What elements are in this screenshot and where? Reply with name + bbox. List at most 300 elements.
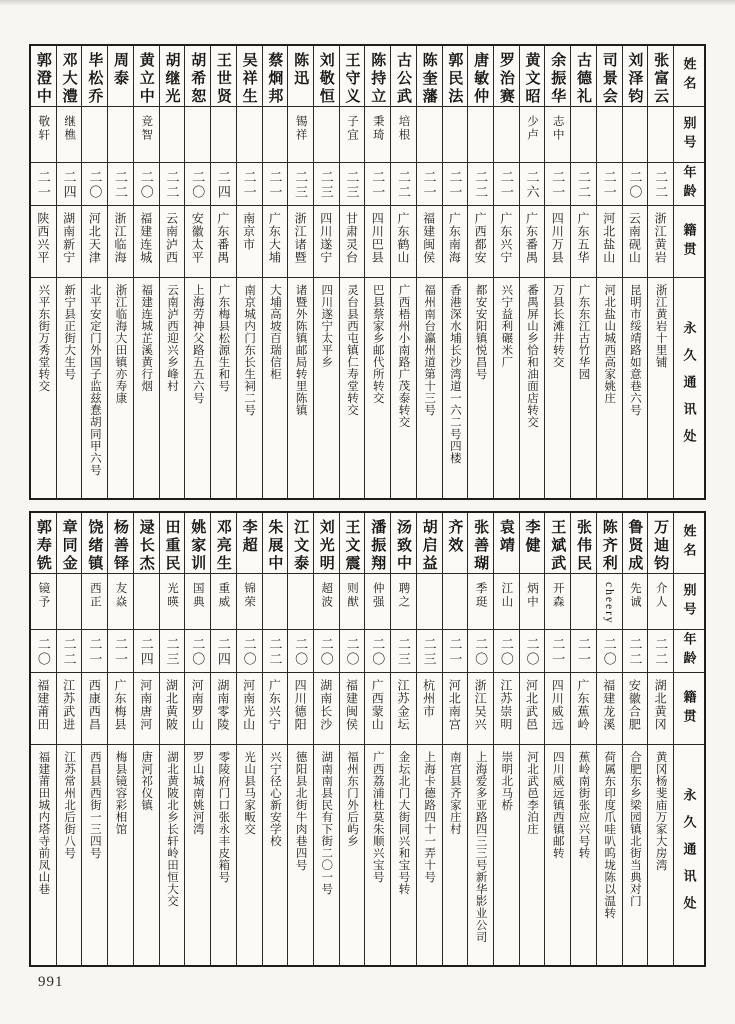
person-native-place: 广西蒙山 <box>370 679 385 731</box>
person-column <box>519 513 545 965</box>
person-age: 二三 <box>344 170 360 200</box>
header-label-native: 籍贯 <box>681 689 697 728</box>
person-native-place: 河北武邑 <box>524 679 539 731</box>
alias-cell <box>134 574 159 630</box>
address-cell <box>443 745 468 965</box>
native-cell <box>237 673 262 745</box>
person-column <box>81 513 107 965</box>
person-age: 二〇 <box>190 170 206 200</box>
person-name: 江文泰 <box>292 519 309 573</box>
alias-cell <box>108 574 133 630</box>
address-cell <box>648 278 673 498</box>
person-name: 毕松乔 <box>86 52 103 106</box>
person-name: 饶绪镇 <box>86 519 103 573</box>
age-cell <box>623 163 648 206</box>
person-address: 浙江临海大田镇亦寿康 <box>114 284 127 404</box>
address-cell <box>185 745 210 965</box>
alias-cell <box>82 574 107 630</box>
address-cell <box>571 278 596 498</box>
age-cell <box>520 163 545 206</box>
person-age: 二二 <box>653 637 669 667</box>
person-alias: 秉琦 <box>371 115 384 142</box>
person-address: 万县长滩井转交 <box>551 284 564 368</box>
alias-cell <box>237 574 262 630</box>
person-column <box>544 513 570 965</box>
age-cell <box>571 163 596 206</box>
alias-cell <box>545 107 570 163</box>
person-alias: 聘之 <box>397 582 410 609</box>
person-column <box>133 513 159 965</box>
alias-cell <box>468 574 493 630</box>
person-column <box>364 46 390 498</box>
alias-cell <box>160 107 185 163</box>
native-cell <box>263 206 288 278</box>
native-cell <box>134 673 159 745</box>
person-column <box>390 513 416 965</box>
person-age: 二一 <box>113 637 129 667</box>
person-column <box>287 46 313 498</box>
person-address: 金坛北门大街同兴和宝号转 <box>397 751 410 895</box>
person-age: 二一 <box>421 170 437 200</box>
person-native-place: 四川德阳 <box>293 679 308 731</box>
alias-cell <box>597 107 622 163</box>
native-cell <box>571 673 596 745</box>
alias-cell <box>340 574 365 630</box>
age-cell <box>365 630 390 673</box>
name-cell <box>417 513 442 574</box>
person-name: 潘振翔 <box>369 519 386 573</box>
person-address: 梅县镜容彩相馆 <box>114 751 127 835</box>
age-cell <box>597 163 622 206</box>
age-cell <box>365 163 390 206</box>
person-native-place: 杭州市 <box>421 679 436 718</box>
person-column <box>313 513 339 965</box>
header-cell-native <box>674 673 704 745</box>
alias-cell <box>211 574 236 630</box>
person-native-place: 广东番禺 <box>524 212 539 264</box>
age-cell <box>237 630 262 673</box>
native-cell <box>185 673 210 745</box>
native-cell <box>365 673 390 745</box>
native-cell <box>648 206 673 278</box>
person-alias: 仲强 <box>371 582 384 609</box>
person-age: 二〇 <box>293 637 309 667</box>
person-native-place: 四川巴县 <box>370 212 385 264</box>
person-name: 刘敬恒 <box>317 52 334 106</box>
address-cell <box>263 745 288 965</box>
person-column <box>107 513 133 965</box>
person-column <box>416 513 442 965</box>
person-name: 邓大澧 <box>60 52 77 106</box>
native-cell <box>468 206 493 278</box>
address-cell <box>365 278 390 498</box>
address-cell <box>108 745 133 965</box>
person-name: 吴祥生 <box>240 52 257 106</box>
header-cell-alias <box>674 107 704 163</box>
header-cell-alias <box>674 574 704 630</box>
person-address: 上海劳神父路五五六号 <box>191 284 204 404</box>
person-alias: 继樵 <box>63 115 76 142</box>
person-alias: 超波 <box>320 582 333 609</box>
name-cell <box>365 513 390 574</box>
native-cell <box>211 206 236 278</box>
person-age: 二〇 <box>87 170 103 200</box>
age-cell <box>134 163 159 206</box>
person-age: 二〇 <box>498 637 514 667</box>
person-address: 福州东门外后屿乡 <box>346 751 359 847</box>
person-name: 黄文昭 <box>523 52 540 106</box>
person-address: 上海卡德路四十一弄十号 <box>423 751 436 883</box>
person-address: 广东东江古竹华园 <box>577 284 590 380</box>
native-cell <box>623 206 648 278</box>
person-column <box>467 46 493 498</box>
person-column <box>210 513 236 965</box>
person-name: 古德礼 <box>574 52 591 106</box>
name-cell <box>597 46 622 107</box>
person-column <box>56 46 82 498</box>
person-column <box>159 46 185 498</box>
age-cell <box>443 163 468 206</box>
person-alias: 江山 <box>500 582 513 609</box>
address-cell <box>57 745 82 965</box>
person-alias: 少卢 <box>526 115 539 142</box>
person-address: 兴宁径心新安学校 <box>268 751 281 847</box>
address-cell <box>468 278 493 498</box>
name-cell <box>288 46 313 107</box>
alias-cell <box>494 107 519 163</box>
name-cell <box>185 46 210 107</box>
person-age: 二〇 <box>524 637 540 667</box>
person-age: 二一 <box>575 637 591 667</box>
person-name: 杨善铎 <box>112 519 129 573</box>
name-cell <box>211 513 236 574</box>
header-cell-age <box>674 163 704 206</box>
person-column <box>236 513 262 965</box>
person-column <box>467 513 493 965</box>
person-column <box>31 513 56 965</box>
person-address: 崇明北马桥 <box>500 751 513 811</box>
native-cell <box>417 206 442 278</box>
address-cell <box>648 745 673 965</box>
address-cell <box>288 278 313 498</box>
alias-cell <box>108 107 133 163</box>
person-native-place: 福建龙溪 <box>601 679 616 731</box>
native-cell <box>57 673 82 745</box>
person-native-place: 福建连城 <box>138 212 153 264</box>
alias-cell <box>160 574 185 630</box>
name-cell <box>314 46 339 107</box>
age-cell <box>494 163 519 206</box>
person-address: 云南泸西迎兴乡峰村 <box>165 284 178 392</box>
person-address: 湖南南县民有下街二〇一号 <box>320 751 333 895</box>
person-address: 大埔高坡百瑞信柜 <box>268 284 281 380</box>
header-label-alias: 别号 <box>681 115 697 154</box>
alias-cell <box>31 574 56 630</box>
name-cell <box>494 46 519 107</box>
age-cell <box>82 630 107 673</box>
person-alias: 国典 <box>191 582 204 609</box>
person-column <box>184 46 210 498</box>
person-address: 巴县蔡家乡邮代所转交 <box>371 284 384 404</box>
person-native-place: 四川遂宁 <box>318 212 333 264</box>
age-cell <box>391 163 416 206</box>
person-alias: 友焱 <box>114 582 127 609</box>
alias-cell <box>391 574 416 630</box>
age-cell <box>160 163 185 206</box>
age-cell <box>108 630 133 673</box>
person-column <box>622 46 648 498</box>
alias-cell <box>571 107 596 163</box>
native-cell <box>597 673 622 745</box>
age-cell <box>263 163 288 206</box>
person-name: 齐效 <box>446 519 463 555</box>
name-cell <box>443 513 468 574</box>
native-cell <box>545 206 570 278</box>
person-age: 二〇 <box>138 170 154 200</box>
address-cell <box>211 745 236 965</box>
person-native-place: 西康西昌 <box>87 679 102 731</box>
address-cell <box>623 745 648 965</box>
person-address: 福州南台瀛州道第十三号 <box>423 284 436 416</box>
alias-cell <box>134 107 159 163</box>
alias-cell <box>545 574 570 630</box>
person-address: 广西荔浦杜莫朱顺兴宝号 <box>371 751 384 883</box>
person-name: 胡启益 <box>420 519 437 573</box>
person-native-place: 广西都安 <box>473 212 488 264</box>
address-cell <box>57 278 82 498</box>
native-cell <box>417 673 442 745</box>
name-cell <box>648 46 673 107</box>
person-age: 二三 <box>164 637 180 667</box>
header-cell-name <box>674 513 704 574</box>
person-column <box>81 46 107 498</box>
person-column <box>390 46 416 498</box>
name-cell <box>160 513 185 574</box>
alias-cell <box>82 107 107 163</box>
name-cell <box>82 513 107 574</box>
person-column <box>339 513 365 965</box>
alias-cell <box>494 574 519 630</box>
person-name: 王世贤 <box>214 52 231 106</box>
person-age: 二〇 <box>601 637 617 667</box>
name-cell <box>340 46 365 107</box>
age-cell <box>571 630 596 673</box>
person-name: 邓亮生 <box>214 519 231 573</box>
address-cell <box>134 278 159 498</box>
person-address: 蕉岭南街张应兴号转 <box>577 751 590 859</box>
person-name: 王守义 <box>343 52 360 106</box>
directory-table-bottom <box>29 511 706 967</box>
person-native-place: 浙江临海 <box>113 212 128 264</box>
person-native-place: 四川万县 <box>550 212 565 264</box>
person-address: 昆明市绥靖路如意巷六号 <box>628 284 641 416</box>
age-cell <box>31 163 56 206</box>
person-column <box>416 46 442 498</box>
age-cell <box>288 630 313 673</box>
address-cell <box>545 745 570 965</box>
person-alias: 季珽 <box>474 582 487 609</box>
name-cell <box>263 46 288 107</box>
address-cell <box>468 745 493 965</box>
person-age: 二〇 <box>318 637 334 667</box>
person-age: 二〇 <box>473 637 489 667</box>
person-native-place: 陕西兴平 <box>35 212 50 264</box>
person-native-place: 广东兴宁 <box>267 679 282 731</box>
header-cell-address <box>674 278 704 498</box>
person-age: 二一 <box>87 637 103 667</box>
name-cell <box>597 513 622 574</box>
alias-cell <box>443 107 468 163</box>
age-cell <box>314 163 339 206</box>
person-address: 新宁县正街大生号 <box>63 284 76 380</box>
name-cell <box>623 46 648 107</box>
person-native-place: 江苏武进 <box>61 679 76 731</box>
address-cell <box>545 278 570 498</box>
name-cell <box>391 46 416 107</box>
alias-cell <box>237 107 262 163</box>
person-name: 万迪钧 <box>652 519 669 573</box>
person-age: 二〇 <box>370 637 386 667</box>
address-cell <box>314 745 339 965</box>
person-column <box>596 513 622 965</box>
person-name: 鲁贤成 <box>626 519 643 573</box>
person-address: 灵台县西屯镇仁寿堂转交 <box>346 284 359 416</box>
native-cell <box>160 206 185 278</box>
age-cell <box>468 163 493 206</box>
person-address: 河北武邑李泊庄 <box>526 751 539 835</box>
name-cell <box>57 46 82 107</box>
native-cell <box>108 206 133 278</box>
name-cell <box>134 46 159 107</box>
name-cell <box>417 46 442 107</box>
person-column <box>210 46 236 498</box>
age-cell <box>108 163 133 206</box>
address-cell <box>82 278 107 498</box>
header-label-alias: 别号 <box>681 582 697 621</box>
age-cell <box>185 163 210 206</box>
alias-cell <box>314 107 339 163</box>
person-age: 二〇 <box>190 637 206 667</box>
person-alias: 炳中 <box>526 582 539 609</box>
address-cell <box>417 745 442 965</box>
age-cell <box>391 630 416 673</box>
address-cell <box>31 278 56 498</box>
person-name: 郭寿铣 <box>34 519 51 573</box>
age-cell <box>494 630 519 673</box>
person-native-place: 广东大埔 <box>267 212 282 264</box>
alias-cell <box>263 574 288 630</box>
person-address: 西昌县西街一三四号 <box>88 751 101 859</box>
person-column <box>107 46 133 498</box>
person-age: 二三 <box>293 170 309 200</box>
person-alias: 开森 <box>551 582 564 609</box>
native-cell <box>237 206 262 278</box>
name-cell <box>494 513 519 574</box>
alias-cell <box>263 107 288 163</box>
person-alias: 锡祥 <box>294 115 307 142</box>
person-native-place: 福建闽侯 <box>344 679 359 731</box>
header-label-address: 永久通讯处 <box>681 787 697 923</box>
age-cell <box>417 630 442 673</box>
native-cell <box>288 673 313 745</box>
person-column <box>159 513 185 965</box>
person-age: 二四 <box>215 637 231 667</box>
age-cell <box>340 630 365 673</box>
person-name: 胡继光 <box>163 52 180 106</box>
name-cell <box>108 46 133 107</box>
age-cell <box>648 163 673 206</box>
person-column <box>519 46 545 498</box>
person-column <box>647 46 673 498</box>
age-cell <box>597 630 622 673</box>
address-cell <box>597 278 622 498</box>
person-column <box>313 46 339 498</box>
person-name: 陈迅 <box>292 52 309 88</box>
person-address: 兴宁益利碾米厂 <box>500 284 513 368</box>
person-age: 二一 <box>498 170 514 200</box>
native-cell <box>340 206 365 278</box>
person-address: 番禺屏山乡恰和油面店转交 <box>526 284 539 428</box>
person-column <box>133 46 159 498</box>
age-cell <box>417 163 442 206</box>
native-cell <box>134 206 159 278</box>
name-cell <box>545 513 570 574</box>
person-age: 二二 <box>473 170 489 200</box>
person-alias: 培根 <box>397 115 410 142</box>
person-name: 郭民法 <box>446 52 463 106</box>
alias-cell <box>520 574 545 630</box>
native-cell <box>82 206 107 278</box>
person-native-place: 广东蕉岭 <box>575 679 590 731</box>
person-column <box>31 46 56 498</box>
person-age: 二一 <box>550 170 566 200</box>
name-cell <box>623 513 648 574</box>
alias-cell <box>57 107 82 163</box>
person-name: 王斌武 <box>549 519 566 573</box>
address-cell <box>340 278 365 498</box>
person-native-place: 安徽合肥 <box>627 679 642 731</box>
age-cell <box>134 630 159 673</box>
native-cell <box>185 206 210 278</box>
alias-cell <box>597 574 622 630</box>
address-cell <box>108 278 133 498</box>
person-alias: cheery <box>603 582 616 625</box>
age-cell <box>648 630 673 673</box>
person-age: 二三 <box>421 637 437 667</box>
name-cell <box>340 513 365 574</box>
person-alias: 锦荣 <box>243 582 256 609</box>
person-native-place: 福建闽侯 <box>421 212 436 264</box>
name-cell <box>134 513 159 574</box>
native-cell <box>82 673 107 745</box>
age-cell <box>443 630 468 673</box>
person-column <box>236 46 262 498</box>
person-name: 逯长杰 <box>137 519 154 573</box>
age-cell <box>211 630 236 673</box>
person-age: 二二 <box>164 170 180 200</box>
address-cell <box>391 745 416 965</box>
age-cell <box>263 630 288 673</box>
person-age: 二二 <box>627 637 643 667</box>
alias-cell <box>211 107 236 163</box>
name-cell <box>468 46 493 107</box>
person-address: 荷属东印度爪哇叭呜垅陈以温转 <box>603 751 616 919</box>
person-address: 四川威远镇西镇邮转 <box>551 751 564 859</box>
person-column <box>544 46 570 498</box>
person-native-place: 安徽太平 <box>190 212 205 264</box>
name-cell <box>185 513 210 574</box>
person-address: 广西梧州小南路广茂泰转交 <box>397 284 410 428</box>
